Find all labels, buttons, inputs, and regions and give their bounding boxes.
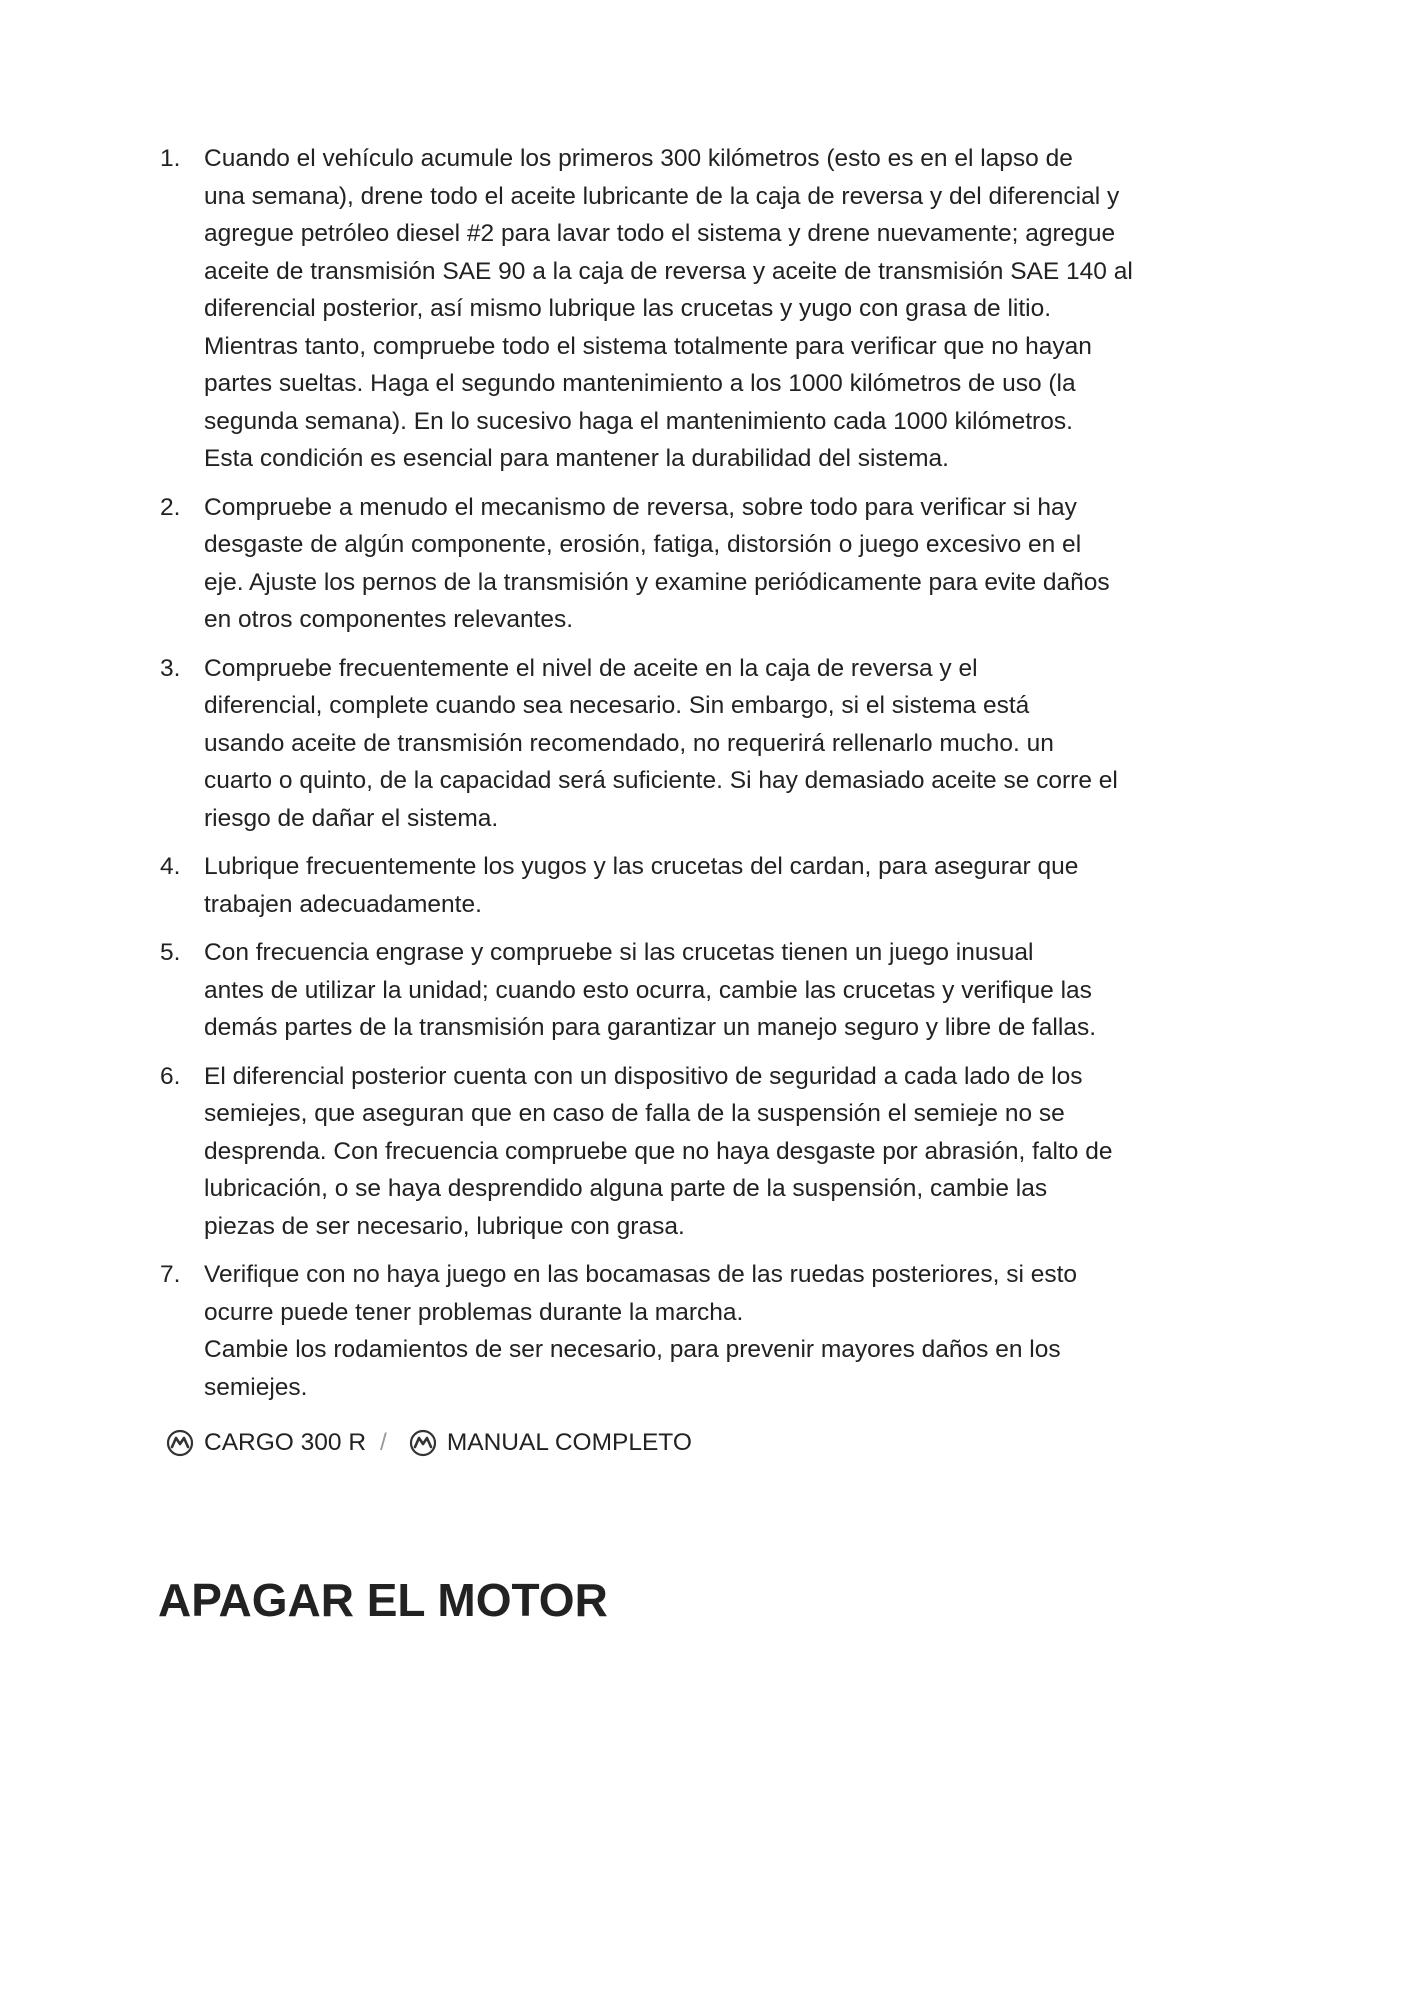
breadcrumb-item-manual[interactable]: MANUAL COMPLETO bbox=[446, 1429, 692, 1456]
list-item bbox=[160, 489, 1140, 639]
list-item-text: Compruebe frecuentemente el nivel de aceite en la caja de reversa y el diferencial, complete cuando sea necesario. Sin embargo, si el sistema está usando aceite de transmisión recomendado, no requerirá rellenarlo mucho. un cuarto o quinto, de la capacidad será suficiente. Si hay demasiado aceite se corre el riesgo de dañar el sistema. bbox=[204, 654, 1118, 832]
list-item-text: Verifique con no haya juego en las bocamasas de las ruedas posteriores, si esto ocurre puede tener problemas durante la marcha. Cambie los rodamientos de ser necesario, para prevenir mayores daños en los semiejes. bbox=[204, 1261, 1078, 1401]
list-item bbox=[160, 848, 1140, 923]
list-item-text: El diferencial posterior cuenta con un dispositivo de seguridad a cada lado de los semiejes, que aseguran que en caso de falla de la suspensión el semieje no se desprenda. Con frecuencia compruebe que no haya desgaste por abrasión, falto de lubricación, o se haya desprendido alguna parte de la suspensión, cambie las piezas de ser necesario, lubrique con grasa. bbox=[204, 1062, 1113, 1240]
list-item-number: 3. bbox=[160, 654, 181, 682]
list-item-text: Cuando el vehículo acumule los primeros 300 kilómetros (esto es en el lapso de una semana), drene todo el aceite lubricante de la caja de reversa y del diferencial y agregue petróleo diesel #2 para lavar todo el sistema y drene nuevamente; agregue aceite de transmisión SAE 90 a la caja de reversa y aceite de transmisión SAE 140 al diferencial posterior, así mismo lubrique las crucetas y yugo con grasa de litio. Mientras tanto, compruebe todo el sistema totalmente para verificar que no hayan partes sueltas. Haga el segundo mantenimiento a los 1000 kilómetros de uso (la segunda semana). En lo sucesivo haga el mantenimiento cada 1000 kilómetros. Esta condición es esencial para mantener la durabilidad del sistema. bbox=[204, 145, 1133, 472]
breadcrumb-separator: / bbox=[380, 1429, 387, 1456]
list-item-number: 1. bbox=[160, 145, 181, 172]
list-item bbox=[160, 934, 1140, 1047]
list-item bbox=[160, 1058, 1140, 1246]
maintenance-steps-list bbox=[160, 140, 1140, 1417]
brand-logo-icon bbox=[409, 1429, 437, 1457]
list-item bbox=[160, 1256, 1140, 1406]
breadcrumb bbox=[166, 1426, 692, 1460]
list-item bbox=[160, 140, 1140, 478]
brand-logo-icon bbox=[166, 1429, 194, 1457]
list-item-number: 2. bbox=[160, 493, 181, 521]
list-item-number: 6. bbox=[160, 1062, 181, 1090]
list-item-number: 4. bbox=[160, 853, 181, 880]
list-item-number: 7. bbox=[160, 1261, 181, 1288]
list-item-text: Lubrique frecuentemente los yugos y las crucetas del cardan, para asegurar que trabajen adecuadamente. bbox=[204, 853, 1079, 918]
section-heading: APAGAR EL MOTOR bbox=[158, 1574, 608, 1626]
list-item-text: Compruebe a menudo el mecanismo de reversa, sobre todo para verificar si hay desgaste de algún componente, erosión, fatiga, distorsión o juego excesivo en el eje. Ajuste los pernos de la transmisión y examine periódicamente para evite daños en otros componentes relevantes. bbox=[204, 493, 1110, 633]
breadcrumb-item-model[interactable]: CARGO 300 R bbox=[204, 1429, 367, 1456]
list-item bbox=[160, 650, 1140, 838]
list-item-text: Con frecuencia engrase y compruebe si las crucetas tienen un juego inusual antes de utilizar la unidad; cuando esto ocurra, cambie las crucetas y verifique las demás partes de la transmisión para garantizar un manejo seguro y libre de fallas. bbox=[204, 939, 1097, 1041]
list-item-number: 5. bbox=[160, 939, 181, 966]
